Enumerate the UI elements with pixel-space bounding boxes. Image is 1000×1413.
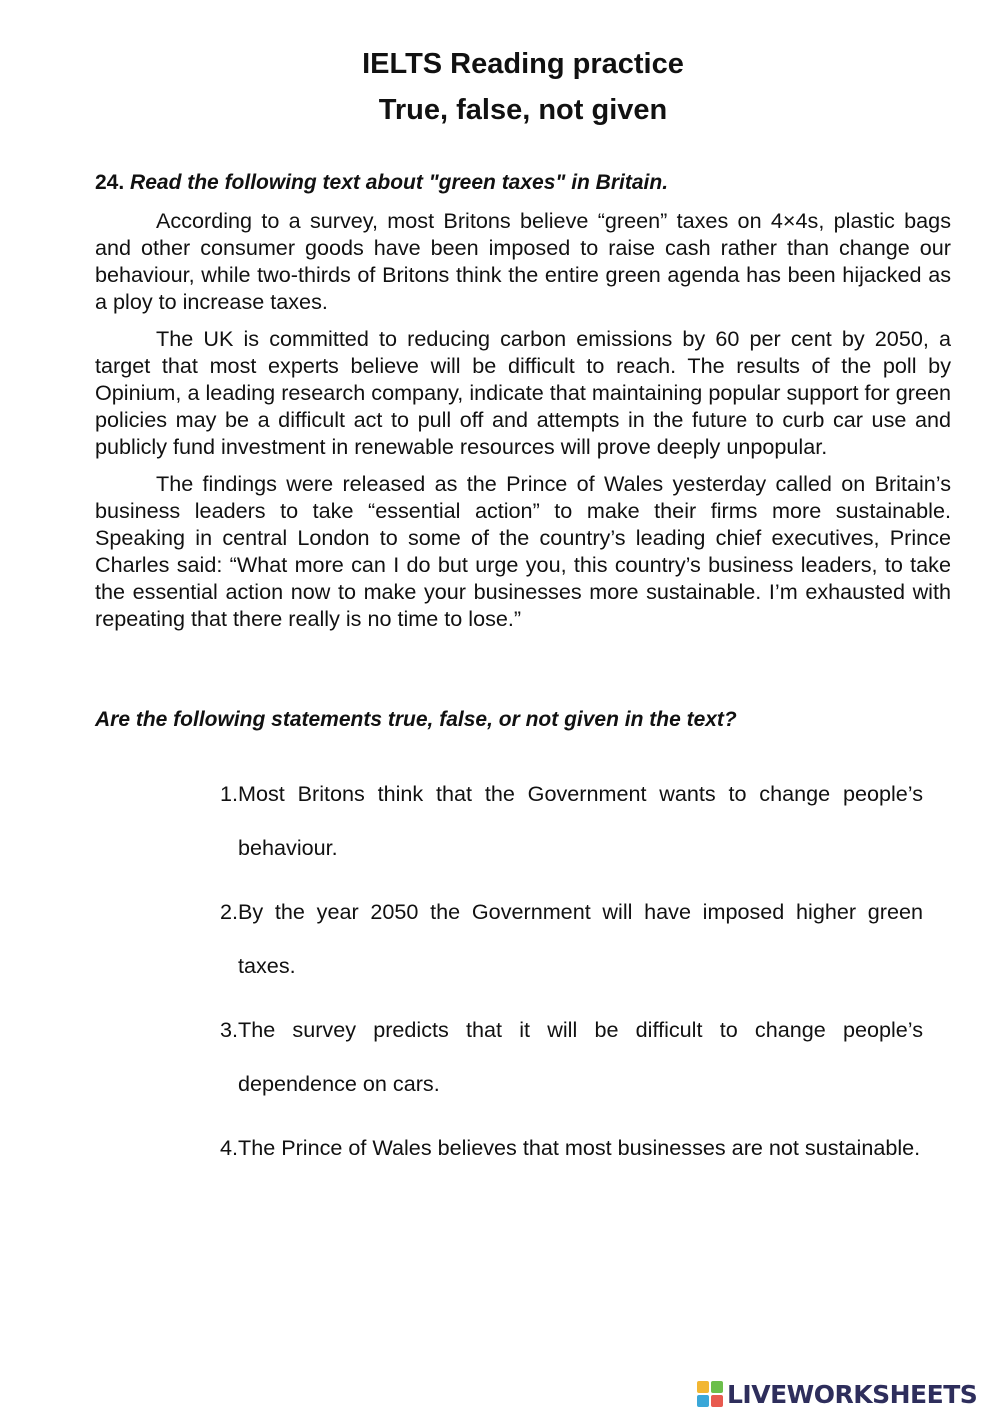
statement-number: 2. xyxy=(219,899,238,924)
statement-item-3 xyxy=(200,1003,923,1111)
statement-item-4 xyxy=(200,1121,923,1175)
logo-tile-icon xyxy=(697,1395,709,1407)
statement-text: By the year 2050 the Government will have imposed higher green taxes. xyxy=(238,899,923,978)
reading-passage xyxy=(95,207,951,642)
liveworksheets-logo xyxy=(697,1377,977,1411)
exercise-heading xyxy=(95,171,955,195)
logo-mark-icon xyxy=(697,1381,723,1407)
logo-tile-icon xyxy=(697,1381,709,1393)
statement-list xyxy=(200,767,923,1185)
passage-paragraph-2: The UK is committed to reducing carbon emissions by 60 per cent by 2050, a target that most experts believe will be difficult to reach. The results of the poll by Opinium, a leading research company, indicate that maintaining popular support for green policies may be a difficult act to pull off and attempts in the future to curb car use and publicly fund investment in renewable resources will prove deeply unpopular. xyxy=(95,326,951,459)
statement-text: Most Britons think that the Government wants to change people’s behaviour. xyxy=(238,781,923,860)
statement-text: The Prince of Wales believes that most businesses are not sustainable. xyxy=(238,1135,921,1160)
logo-tile-icon xyxy=(711,1381,723,1393)
statement-text: The survey predicts that it will be difficult to change people’s dependence on cars. xyxy=(238,1017,923,1096)
logo-text: LIVEWORKSHEETS xyxy=(727,1379,978,1409)
exercise-instruction: Read the following text about "green taxes" in Britain. xyxy=(130,171,669,194)
exercise-number: 24. xyxy=(95,171,125,194)
statement-number: 1. xyxy=(219,781,238,806)
page-subtitle: True, false, not given xyxy=(378,94,668,126)
page-title: IELTS Reading practice xyxy=(362,48,684,80)
statement-number: 4. xyxy=(219,1135,238,1160)
logo-tile-icon xyxy=(711,1395,723,1407)
passage-paragraph-1: According to a survey, most Britons believe “green” taxes on 4×4s, plastic bags and other consumer goods have been imposed to raise cash rather than change our behaviour, while two-thirds of Britons think the entire green agenda has been hijacked as a ploy to increase taxes. xyxy=(95,208,951,314)
statement-item-2 xyxy=(200,885,923,993)
question-prompt: Are the following statements true, false, or not given in the text? xyxy=(95,708,737,731)
statement-number: 3. xyxy=(219,1017,238,1042)
passage-paragraph-3: The findings were released as the Prince of Wales yesterday called on Britain’s business leaders to take “essential action” to make their firms more sustainable. Speaking in central London to some of the country’s leading chief executives, Prince Charles said: “What more can I do but urge you, this country’s business leaders, to take the essential action now to make your businesses more sustainable. I’m exhausted with repeating that there really is no time to lose.” xyxy=(95,471,951,631)
statement-item-1 xyxy=(200,767,923,875)
